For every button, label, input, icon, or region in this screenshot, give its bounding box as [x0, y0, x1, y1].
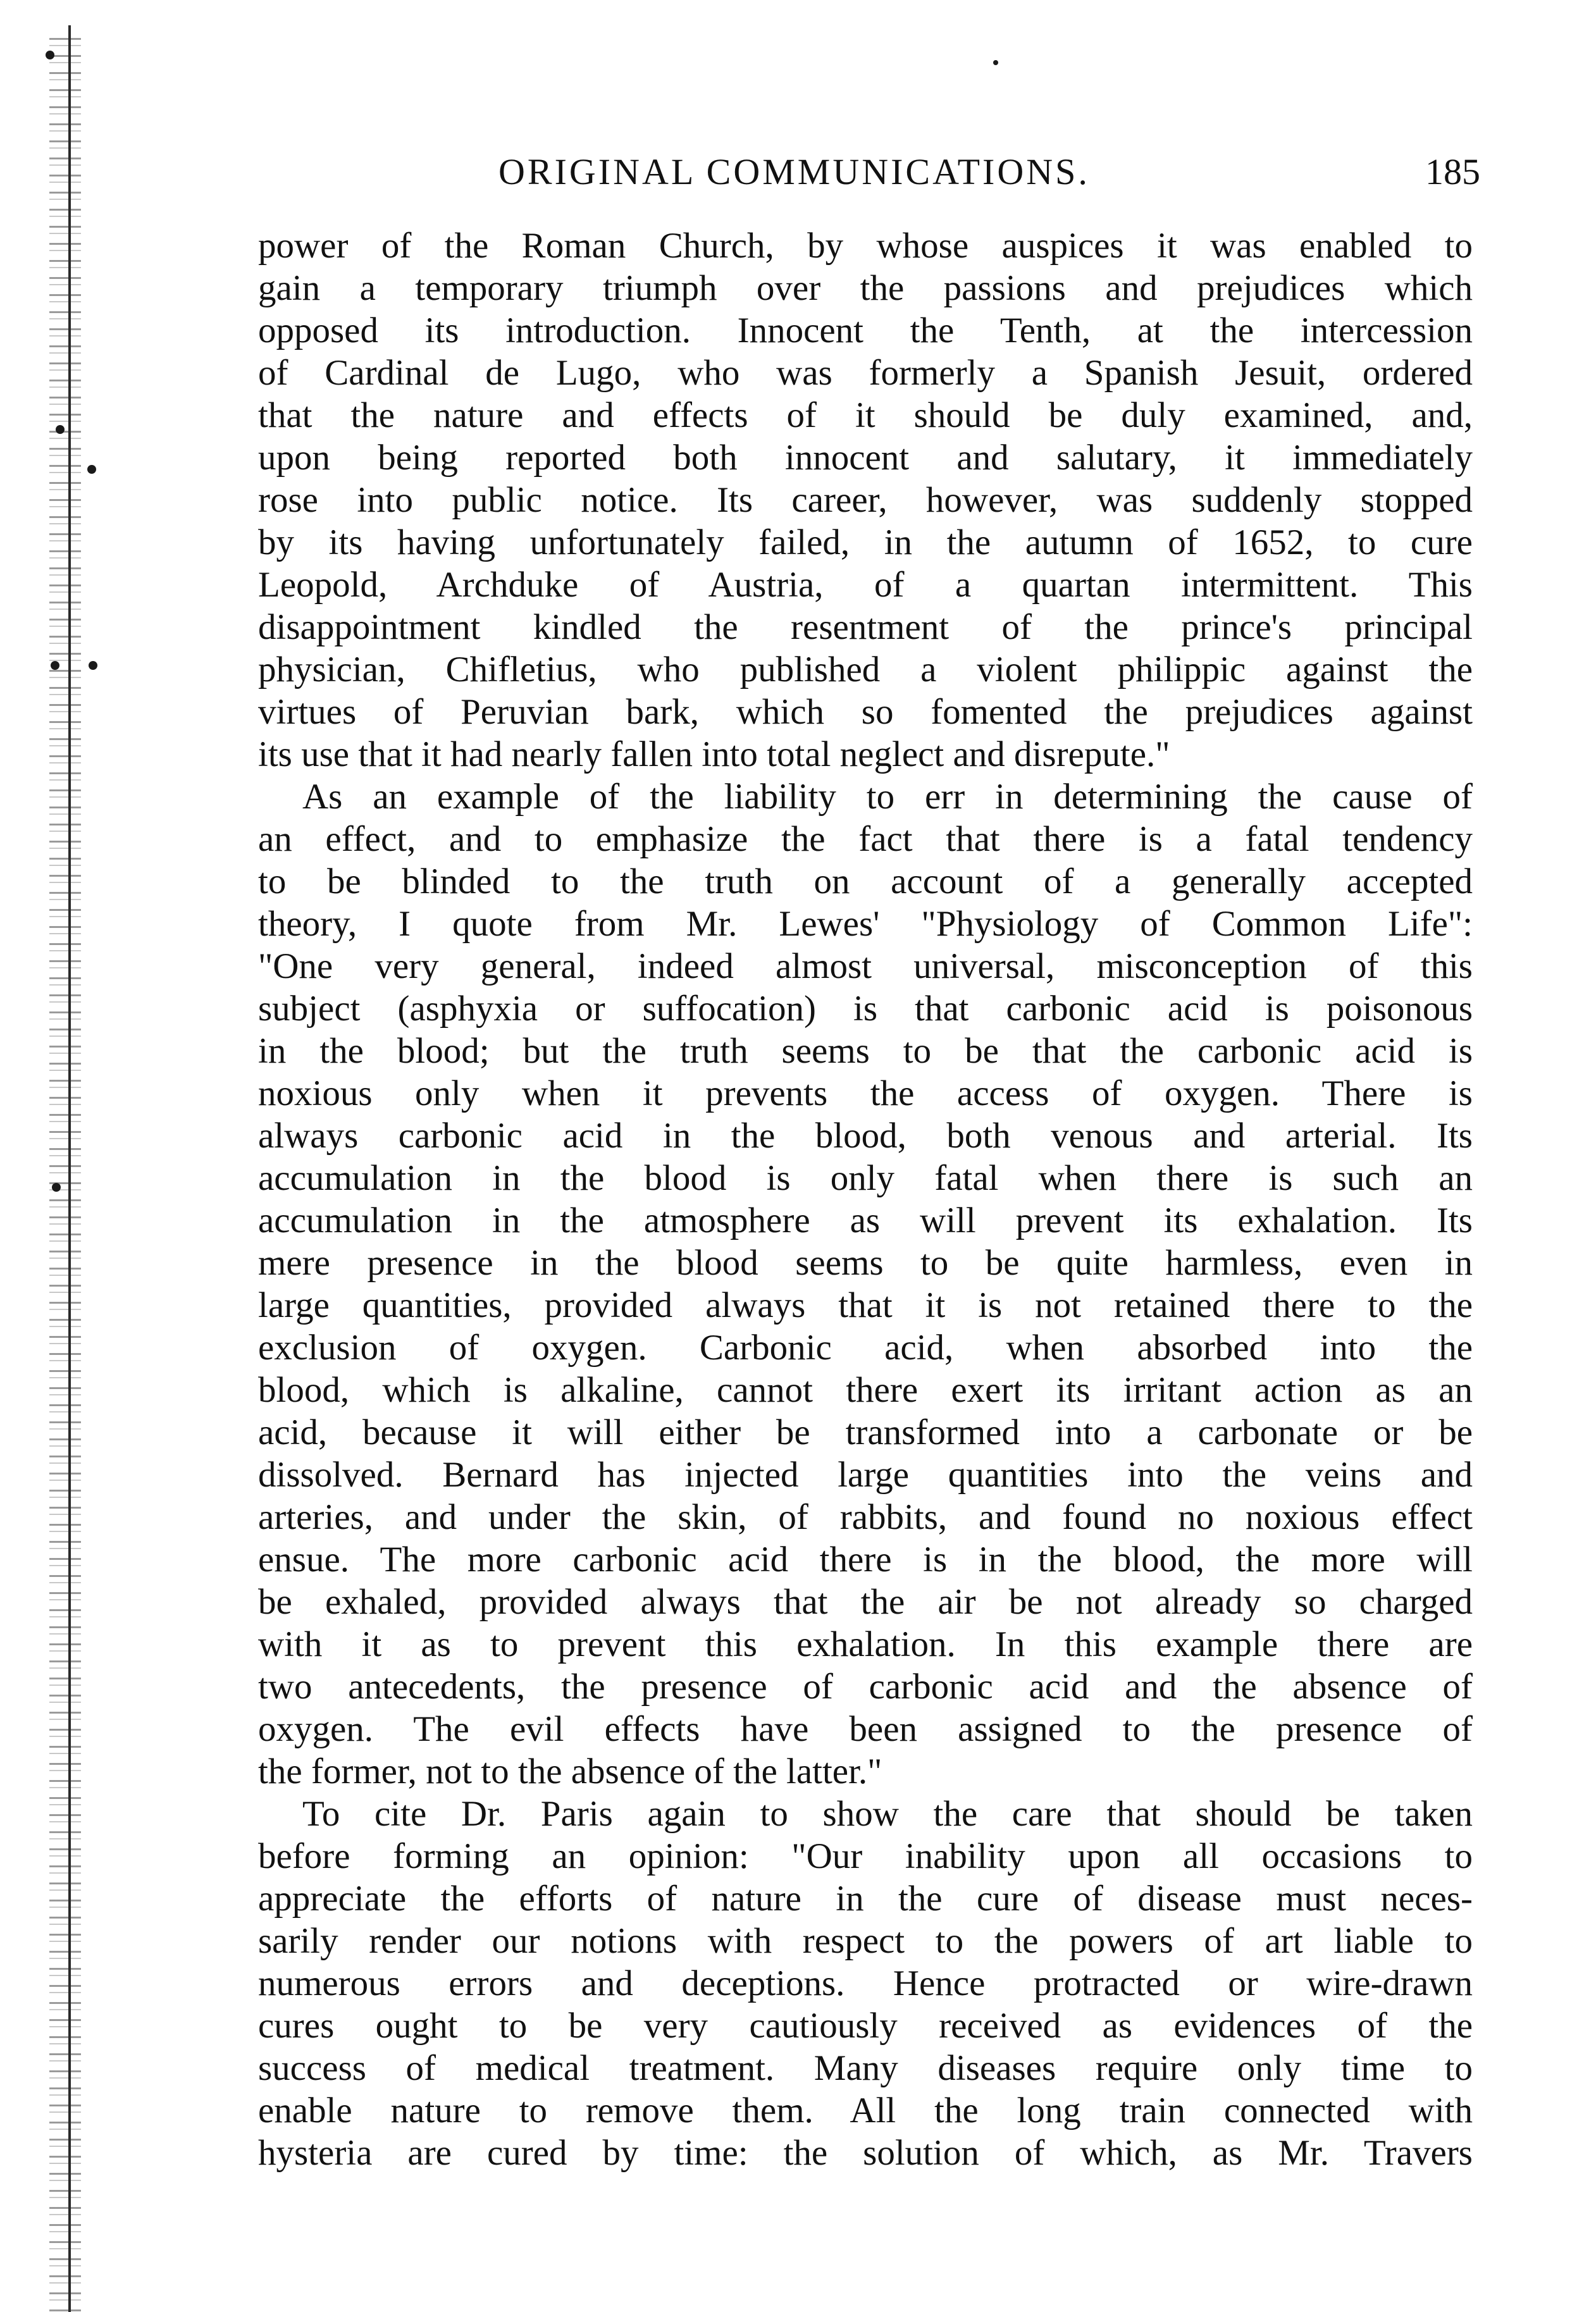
binding-edge-line: [68, 25, 71, 2312]
text-line: To cite Dr. Paris again to show the care that should be taken: [302, 1794, 1473, 1834]
text-line: sarily render our notions with respect to the powers of art liable to: [258, 1921, 1473, 1961]
text-line: hysteria are cured by time: the solution of which, as Mr. Travers: [258, 2133, 1473, 2173]
text-line: to be blinded to the truth on account of a generally accepted: [258, 862, 1473, 901]
text-line: mere presence in the blood seems to be quite harmless, even in: [258, 1243, 1473, 1283]
binding-gutter-shadow: [49, 38, 81, 2312]
text-line: virtues of Peruvian bark, which so fomented the prejudices against: [258, 692, 1473, 732]
text-line: accumulation in the blood is only fatal when there is such an: [258, 1158, 1473, 1198]
text-line: Leopold, Archduke of Austria, of a quartan intermittent. This: [258, 565, 1473, 605]
text-line: always carbonic acid in the blood, both venous and arterial. Its: [258, 1116, 1473, 1156]
text-line: disappointment kindled the resentment of the prince's principal: [258, 607, 1473, 647]
running-head: ORIGINAL COMMUNICATIONS.: [498, 151, 1090, 192]
text-line: accumulation in the atmosphere as will prevent its exhalation. Its: [258, 1201, 1473, 1240]
text-line: by its having unfortunately failed, in the autumn of 1652, to cure: [258, 522, 1473, 562]
text-line: ensue. The more carbonic acid there is in the blood, the more will: [258, 1540, 1473, 1579]
text-line: with it as to prevent this exhalation. In this example there are: [258, 1624, 1473, 1664]
paragraph: [258, 1793, 1473, 2174]
text-line: subject (asphyxia or suffocation) is that carbonic acid is poisonous: [258, 989, 1473, 1029]
text-line: noxious only when it prevents the access of oxygen. There is: [258, 1073, 1473, 1113]
text-line: oxygen. The evil effects have been assigned to the presence of: [258, 1709, 1473, 1749]
text-line: before forming an opinion: "Our inability upon all occasions to: [258, 1836, 1473, 1876]
scan-speck: [89, 661, 97, 670]
text-line: its use that it had nearly fallen into total neglect and disrepute.": [258, 734, 1170, 774]
text-line: upon being reported both innocent and salutary, it immediately: [258, 438, 1473, 478]
text-line: opposed its introduction. Innocent the Tenth, at the intercession: [258, 311, 1473, 350]
text-line: large quantities, provided always that it is not retained there to the: [258, 1285, 1473, 1325]
text-line: of Cardinal de Lugo, who was formerly a Spanish Jesuit, ordered: [258, 353, 1473, 393]
scan-speck: [46, 51, 54, 59]
paragraph: [258, 776, 1473, 1793]
text-line: appreciate the efforts of nature in the cure of disease must neces-: [258, 1879, 1473, 1919]
text-line: be exhaled, provided always that the air be not already so charged: [258, 1582, 1473, 1622]
text-line: the former, not to the absence of the latter.": [258, 1752, 882, 1791]
scan-speck: [51, 661, 59, 670]
text-line: an effect, and to emphasize the fact that there is a fatal tendency: [258, 819, 1473, 859]
scan-speck: [993, 60, 998, 65]
text-line: power of the Roman Church, by whose auspices it was enabled to: [258, 226, 1473, 266]
body-text: [258, 225, 1473, 2174]
scan-speck: [52, 1183, 61, 1192]
text-line: As an example of the liability to err in determining the cause of: [302, 777, 1473, 817]
text-line: dissolved. Bernard has injected large quantities into the veins and: [258, 1455, 1473, 1495]
text-line: numerous errors and deceptions. Hence protracted or wire-drawn: [258, 1963, 1473, 2003]
text-line: arteries, and under the skin, of rabbits, and found no noxious effect: [258, 1497, 1473, 1537]
text-line: rose into public notice. Its career, however, was suddenly stopped: [258, 480, 1473, 520]
text-line: acid, because it will either be transformed into a carbonate or be: [258, 1413, 1473, 1452]
text-line: "One very general, indeed almost universal, misconception of this: [258, 946, 1473, 986]
text-line: theory, I quote from Mr. Lewes' "Physiology of Common Life":: [258, 904, 1473, 944]
text-line: cures ought to be very cautiously received as evidences of the: [258, 2006, 1473, 2046]
text-line: success of medical treatment. Many diseases require only time to: [258, 2048, 1473, 2088]
scan-speck: [87, 465, 96, 474]
text-line: exclusion of oxygen. Carbonic acid, when absorbed into the: [258, 1328, 1473, 1368]
scan-speck: [56, 425, 65, 434]
text-line: physician, Chifletius, who published a violent philippic against the: [258, 650, 1473, 689]
text-line: two antecedents, the presence of carbonic acid and the absence of: [258, 1667, 1473, 1707]
text-line: enable nature to remove them. All the long train connected with: [258, 2091, 1473, 2130]
text-line: in the blood; but the truth seems to be that the carbonic acid is: [258, 1031, 1473, 1071]
text-line: that the nature and effects of it should be duly examined, and,: [258, 395, 1473, 435]
text-line: gain a temporary triumph over the passions and prejudices which: [258, 268, 1473, 308]
paragraph: [258, 225, 1473, 776]
text-line: blood, which is alkaline, cannot there exert its irritant action as an: [258, 1370, 1473, 1410]
page-number: 185: [1425, 151, 1480, 192]
page-header: [266, 147, 1480, 197]
